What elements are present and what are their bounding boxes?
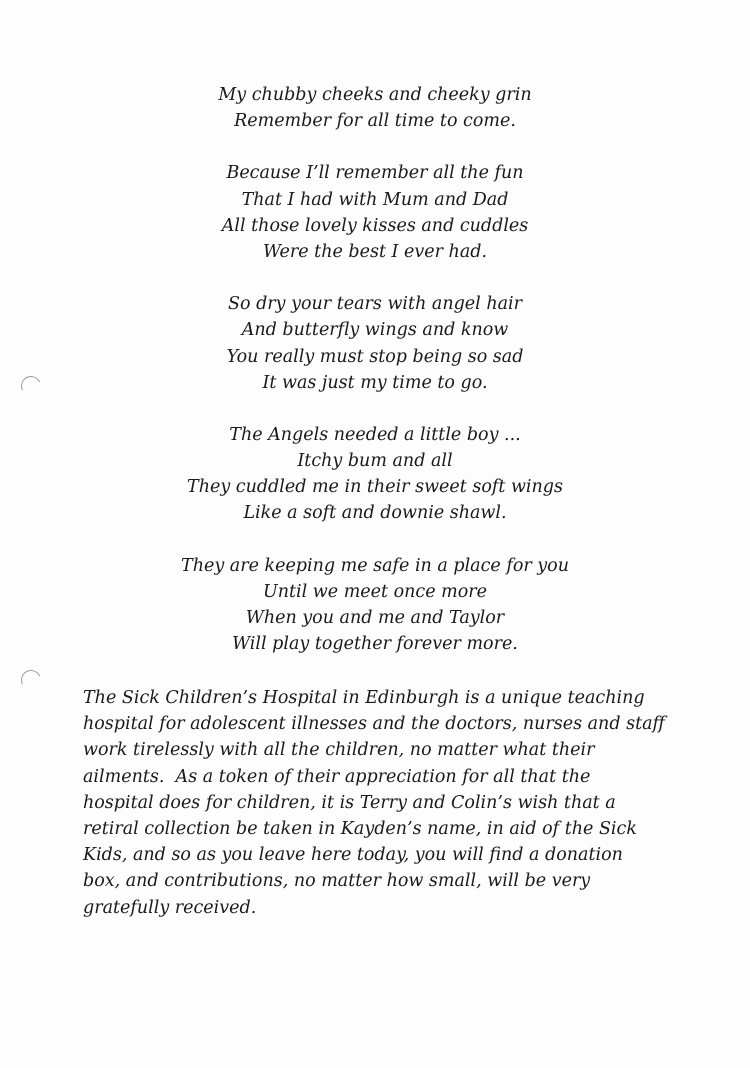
poem-line: Were the best I ever had.	[262, 241, 488, 262]
poem-line: Because I’ll remember all the fun	[226, 163, 524, 184]
poem-line: Remember for all time to come.	[234, 111, 516, 132]
poem-line: So dry your tears with angel hair	[228, 294, 522, 315]
paragraph-line: retiral collection be taken in Kayden’s name, in aid of the Sick	[83, 818, 637, 839]
poem-stanza-4	[0, 422, 750, 527]
poem-line: All those lovely kisses and cuddles	[221, 215, 529, 236]
paragraph-line: ailments. As a token of their appreciation for all that the	[83, 766, 591, 787]
poem-stanza-1	[0, 82, 750, 134]
poem-line: You really must stop being so sad	[226, 346, 524, 367]
poem-line: The Angels needed a little boy ...	[229, 424, 521, 445]
poem-line: Like a soft and downie shawl.	[243, 503, 507, 524]
paragraph-line: Kids, and so as you leave here today, you will find a donation	[83, 845, 623, 866]
poem-stanza-2	[0, 160, 750, 265]
poem-stanza-5	[0, 553, 750, 658]
paragraph-line: hospital for adolescent illnesses and the doctors, nurses and staff	[83, 714, 665, 735]
closing-paragraph	[83, 685, 683, 921]
poem-line: My chubby cheeks and cheeky grin	[218, 85, 532, 105]
paragraph-line: gratefully received.	[83, 897, 257, 918]
paragraph-line: work tirelessly with all the children, no matter what their	[83, 740, 595, 761]
paragraph-line: The Sick Children’s Hospital in Edinburgh is a unique teaching	[83, 688, 645, 708]
poem-line: Itchy bum and all	[297, 451, 453, 472]
poem	[0, 82, 750, 683]
poem-stanza-3	[0, 291, 750, 396]
poem-line: That I had with Mum and Dad	[241, 189, 509, 210]
paragraph-line: hospital does for children, it is Terry and Colin’s wish that a	[83, 792, 616, 813]
poem-line: It was just my time to go.	[262, 372, 488, 393]
paragraph-line: box, and contributions, no matter how small, will be very	[83, 871, 591, 892]
poem-line: They are keeping me safe in a place for you	[181, 555, 569, 576]
poem-line: And butterfly wings and know	[241, 320, 509, 341]
poem-line: Will play together forever more.	[232, 634, 518, 655]
poem-line: Until we meet once more	[263, 581, 487, 602]
poem-line: They cuddled me in their sweet soft wings	[187, 477, 563, 498]
poem-line: When you and me and Taylor	[245, 608, 505, 628]
